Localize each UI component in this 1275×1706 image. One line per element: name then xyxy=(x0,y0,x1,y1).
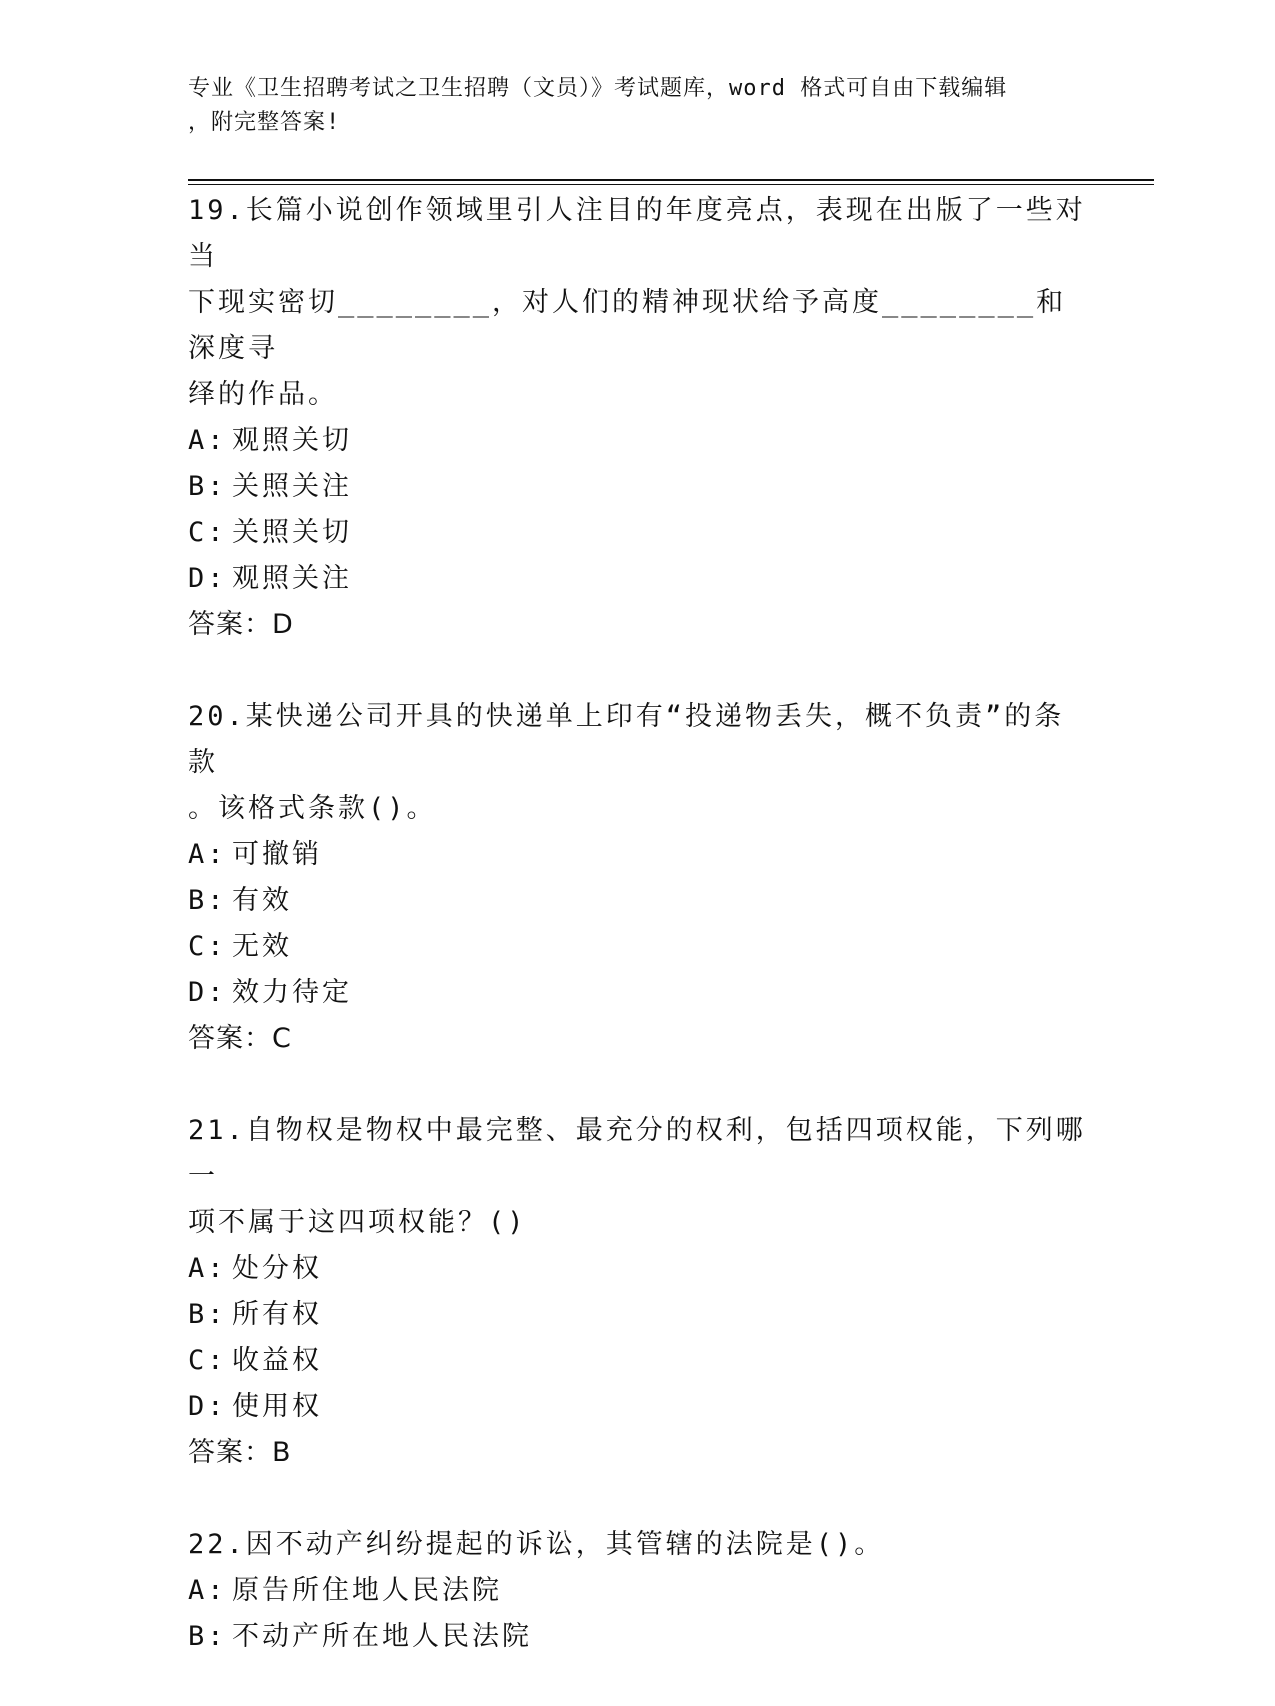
option-b xyxy=(188,1614,1088,1660)
header-line-2: ，附完整答案! xyxy=(188,110,341,135)
option-text: 关照关注 xyxy=(232,471,352,502)
option-key: B: xyxy=(188,1299,227,1330)
question-22 xyxy=(188,1522,1088,1660)
option-list xyxy=(188,418,1088,602)
option-list xyxy=(188,832,1088,1016)
option-d xyxy=(188,1384,1088,1430)
option-text: 处分权 xyxy=(232,1253,322,1284)
answer-line: 答案：C xyxy=(188,1023,292,1054)
option-key: A: xyxy=(188,839,227,870)
option-c xyxy=(188,510,1088,556)
option-key: B: xyxy=(188,1621,227,1652)
question-21 xyxy=(188,1108,1088,1476)
question-stem-line: 。该格式条款()。 xyxy=(188,793,437,824)
option-d xyxy=(188,970,1088,1016)
option-key: D: xyxy=(188,977,227,1008)
option-a xyxy=(188,1568,1088,1614)
option-d xyxy=(188,556,1088,602)
option-text: 关照关切 xyxy=(232,517,352,548)
question-stem-line: 21.自物权是物权中最完整、最充分的权利，包括四项权能，下列哪一 xyxy=(188,1115,1086,1192)
option-key: C: xyxy=(188,931,227,962)
question-19 xyxy=(188,188,1088,648)
answer-line: 答案：B xyxy=(188,1437,292,1468)
option-b xyxy=(188,878,1088,924)
option-text: 观照关注 xyxy=(232,563,352,594)
option-text: 有效 xyxy=(232,885,292,916)
option-key: A: xyxy=(188,425,227,456)
option-text: 无效 xyxy=(232,931,292,962)
answer-line: 答案：D xyxy=(188,609,294,640)
question-stem-line: 项不属于这四项权能？() xyxy=(188,1207,527,1238)
question-stem-line: 22.因不动产纠纷提起的诉讼，其管辖的法院是()。 xyxy=(188,1529,885,1560)
question-stem-line: 绎的作品。 xyxy=(188,379,338,410)
option-key: A: xyxy=(188,1575,227,1606)
option-a xyxy=(188,832,1088,878)
option-b xyxy=(188,464,1088,510)
option-key: B: xyxy=(188,471,227,502)
option-text: 收益权 xyxy=(232,1345,322,1376)
header-divider-thick xyxy=(188,179,1154,181)
option-c xyxy=(188,924,1088,970)
header-line-1: 专业《卫生招聘考试之卫生招聘（文员）》考试题库，word 格式可自由下载编辑 xyxy=(188,76,1008,101)
option-a xyxy=(188,418,1088,464)
option-text: 效力待定 xyxy=(232,977,352,1008)
option-key: D: xyxy=(188,563,227,594)
option-list xyxy=(188,1568,1088,1660)
document-header xyxy=(188,72,1088,140)
option-key: C: xyxy=(188,517,227,548)
question-stem-line: 19.长篇小说创作领域里引人注目的年度亮点，表现在出版了一些对当 xyxy=(188,195,1086,272)
option-text: 观照关切 xyxy=(232,425,352,456)
option-text: 不动产所在地人民法院 xyxy=(232,1621,532,1652)
option-text: 可撤销 xyxy=(232,839,322,870)
question-stem-line: 20.某快递公司开具的快递单上印有“投递物丢失，概不负责”的条款 xyxy=(188,701,1065,778)
question-list xyxy=(188,188,1088,1706)
option-c xyxy=(188,1338,1088,1384)
option-text: 所有权 xyxy=(232,1299,322,1330)
question-20 xyxy=(188,694,1088,1062)
option-key: A: xyxy=(188,1253,227,1284)
header-divider-thin xyxy=(188,184,1154,185)
question-stem-line: 下现实密切________，对人们的精神现状给予高度________和深度寻 xyxy=(188,287,1067,364)
option-a xyxy=(188,1246,1088,1292)
option-key: B: xyxy=(188,885,227,916)
option-text: 使用权 xyxy=(232,1391,322,1422)
option-b xyxy=(188,1292,1088,1338)
option-text: 原告所住地人民法院 xyxy=(232,1575,502,1606)
option-key: D: xyxy=(188,1391,227,1422)
option-key: C: xyxy=(188,1345,227,1376)
option-list xyxy=(188,1246,1088,1430)
